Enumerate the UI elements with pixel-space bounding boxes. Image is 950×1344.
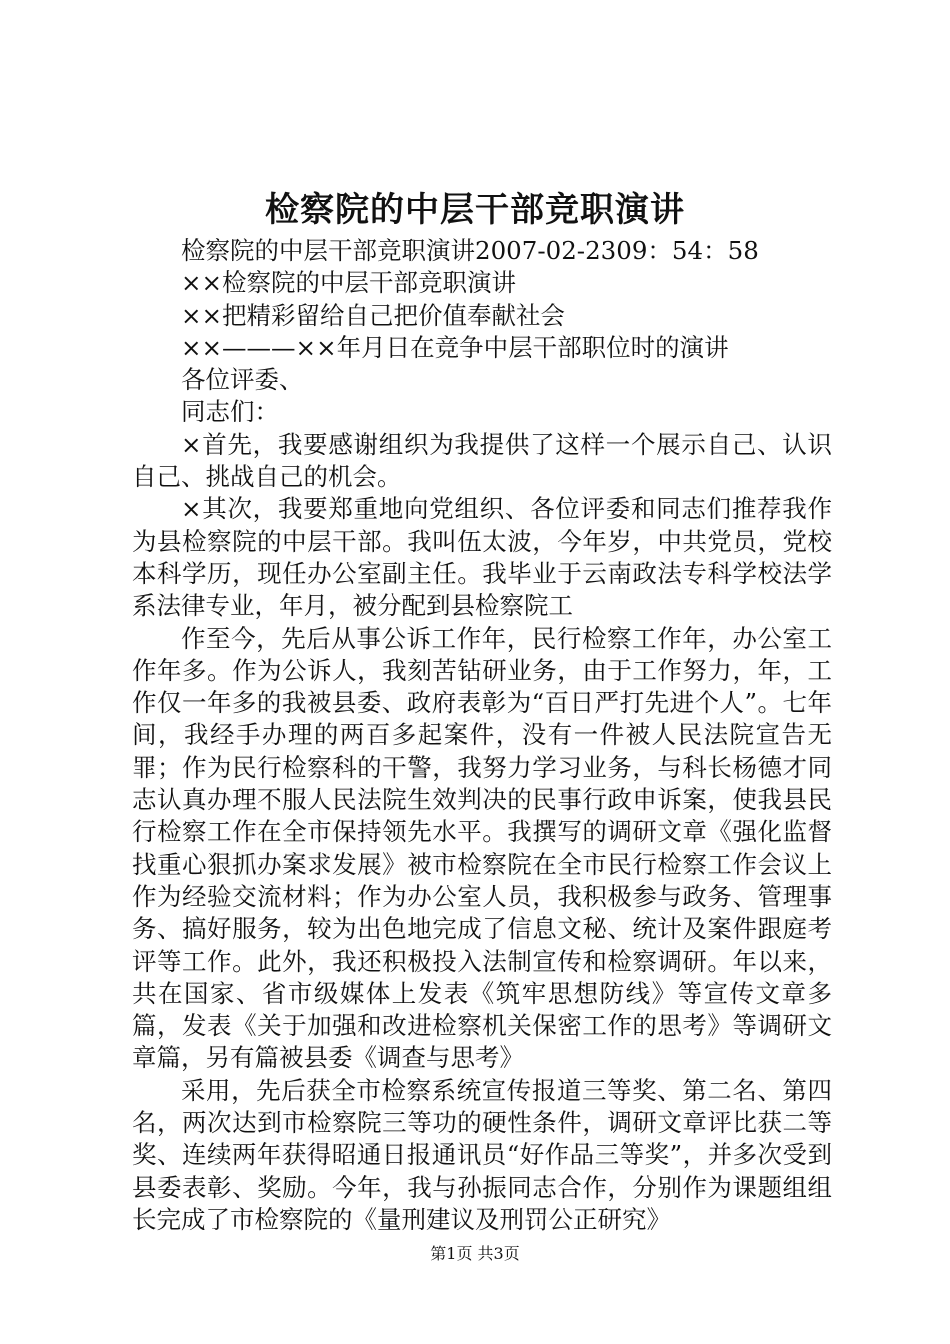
page-footer: 第1页 共3页 [430, 1244, 520, 1263]
salutation-line: 各位评委、 [181, 365, 304, 395]
document-title: 检察院的中层干部竞职演讲 [265, 190, 685, 230]
body-paragraph: ×首先，我要感谢组织为我提供了这样一个展示自己、认识自己、挑战自己的机会。 [132, 429, 832, 492]
salutation-line: 同志们： [181, 397, 279, 427]
body-paragraph: 采用，先后获全市检察系统宣传报道三等奖、第二名、第四名，两次达到市检察院三等功的硬性条件，调研文章评比获二等奖、连续两年获得昭通日报通讯员“好作品三等奖”，并多次受到县委表彰、奖励。今年，我与孙振同志合作，分别作为课题组组长完成了市检察院的《量刑建议及刑罚公正研究》 [132, 1075, 832, 1234]
header-line: 检察院的中层干部竞职演讲2007-02-2309：54：58 [181, 236, 759, 265]
body-paragraph: 作至今，先后从事公诉工作年，民行检察工作年，办公室工作年多。作为公诉人，我刻苦钻研业务，由于工作努力，年，工作仅一年多的我被县委、政府表彰为“百日严打先进个人”。七年间，我经手办理的两百多起案件，没有一件被人民法院宣告无罪；作为民行检察科的干警，我努力学习业务，与科长杨德才同志认真办理不服人民法院生效判决的民事行政申诉案，使我县民行检察工作在全市保持领先水平。我撰写的调研文章《强化监督找重心狠抓办案求发展》被市检察院在全市民行检察工作会议上作为经验交流材料；作为办公室人员，我积极参与政务、管理事务、搞好服务，较为出色地完成了信息文秘、统计及案件跟庭考评等工作。此外，我还积极投入法制宣传和检察调研。年以来，共在国家、省市级媒体上发表《筑牢思想防线》等宣传文章多篇，发表《关于加强和改进检察机关保密工作的思考》等调研文章篇，另有篇被县委《调查与思考》 [132, 623, 832, 1073]
header-line: ××检察院的中层干部竞职演讲 [181, 268, 517, 298]
header-line: ××———××年月日在竞争中层干部职位时的演讲 [181, 332, 729, 362]
body-paragraph: ×其次，我要郑重地向党组织、各位评委和同志们推荐我作为县检察院的中层干部。我叫伍太波，今年岁，中共党员，党校本科学历，现任办公室副主任。我毕业于云南政法专科学校法学系法律专业，年月，被分配到县检察院工 [132, 494, 832, 621]
header-line: ××把精彩留给自己把价值奉献社会 [181, 300, 566, 330]
document-body [132, 235, 832, 1236]
